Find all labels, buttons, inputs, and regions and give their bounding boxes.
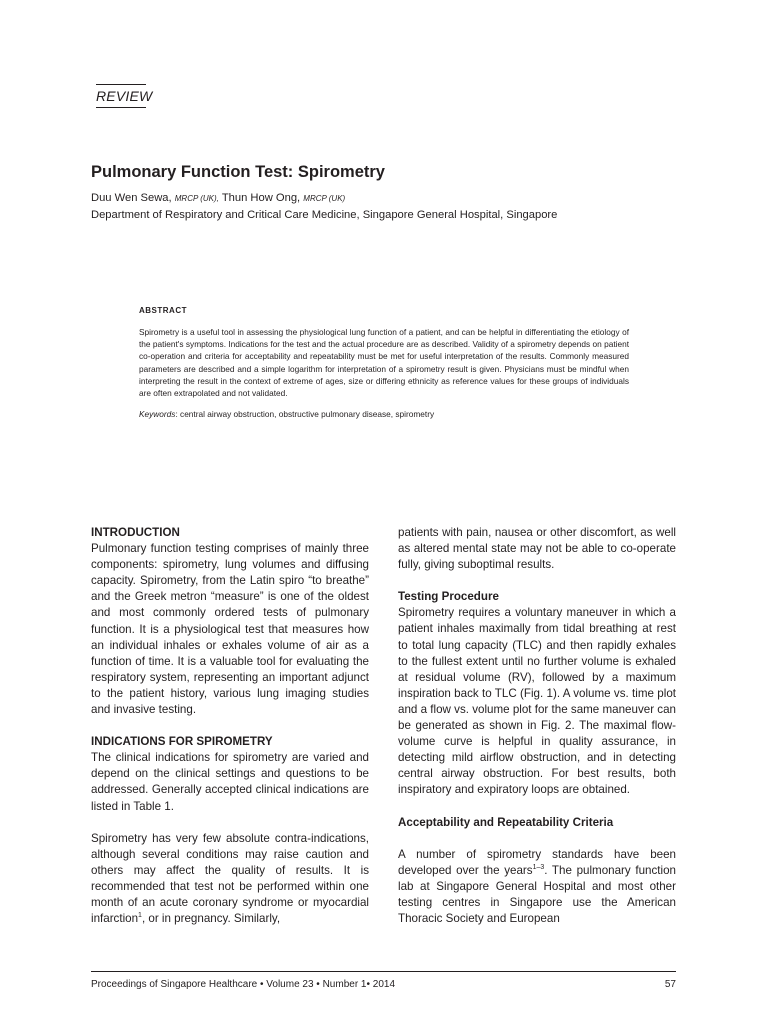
contraindications-paragraph	[91, 831, 369, 928]
reference-1: 1	[138, 912, 142, 920]
body-column-left	[91, 525, 369, 927]
section-label-box	[96, 84, 153, 108]
section-label: REVIEW	[96, 88, 153, 104]
abstract-heading: ABSTRACT	[139, 306, 187, 315]
acceptability-heading: Acceptability and Repeatability Criteria	[398, 815, 614, 829]
abstract-text: Spirometry is a useful tool in assessing the physiological lung function of a patient, and can be helpful in differentiating the etiology of the patient's symptoms. Indications for the test and the actual procedure are as described. Validity of a spirometry depends on patient co-operation and criteria for acceptability and repeatability must be met for useful interpretation of the results. Commonly measured parameters are described and a simple logarithm for interpretation of a spirometry result is given. Physicians must be mindful when interpreting the result in the context of extreme of ages, size or differing ethnicity as reference values for these groups of individuals are often extrapolated and not validated.	[139, 327, 629, 399]
acceptability-text-a: A number of spirometry standards have been developed over the years	[398, 847, 676, 877]
body-column-right	[398, 525, 676, 927]
testing-procedure-heading: Testing Procedure	[398, 590, 499, 604]
contraindications-text-b: , or in pregnancy. Similarly,	[141, 912, 281, 926]
keywords-line	[139, 409, 629, 419]
author-2-degree: MRCP (UK)	[303, 194, 346, 203]
keywords-label: Keywords	[139, 409, 176, 420]
section-label-bottom-rule	[96, 107, 146, 108]
contraindications-text-a: Spirometry has very few absolute contra-indications, although several conditions may raise caution and others may affect the quality of results. It is recommended that test not be performed within one month of an acute coronary syndrome or myocardial infarction	[91, 831, 369, 926]
journal-citation: Proceedings of Singapore Healthcare • Volume 23 • Number 1• 2014	[91, 979, 396, 990]
author-line	[91, 192, 345, 204]
introduction-heading: INTRODUCTION	[91, 526, 180, 539]
testing-procedure-paragraph: Spirometry requires a voluntary maneuver in which a patient inhales maximally from tidal breathing at rest to total lung capacity (TLC) and then rapidly exhales to the fullest extent until no further volume is exhaled at residual volume (RV), followed by a maximum inspiration back to TLC (Fig. 1). A volume vs. time plot and a flow vs. volume plot for the same maneuver can be generated as shown in Fig. 2. The maximal flow-volume curve is helpful in quality assurance, in detecting mild airflow obstruction, and in detecting central airway obstruction. For best results, both inspiratory and expiratory loops are obtained.	[398, 606, 676, 797]
keywords-text: : central airway obstruction, obstructive pulmonary disease, spirometry	[175, 409, 435, 420]
article-title: Pulmonary Function Test: Spirometry	[91, 163, 385, 181]
continued-paragraph: patients with pain, nausea or other discomfort, as well as altered mental state may not be able to co-operate fully, giving suboptimal results.	[398, 526, 676, 572]
author-1-name: Duu Wen Sewa,	[91, 192, 172, 204]
introduction-paragraph: Pulmonary function testing comprises of mainly three components: spirometry, lung volumes and diffusing capacity. Spirometry, from the Latin spiro “to breathe” and the Greek metron “measure” is one of the oldest and most commonly ordered tests of pulmonary function. It is a physiological test that measures how an individual inhales or exhales volume of air as a function of time. It is a valuable tool for evaluating the respiratory system, representing an important adjunct to the patient history, various lung imaging studies and invasive testing.	[91, 542, 369, 717]
page-footer	[91, 971, 676, 990]
abstract-block	[139, 306, 629, 419]
indications-heading: INDICATIONS FOR SPIROMETRY	[91, 735, 273, 749]
page-number: 57	[664, 979, 676, 990]
author-1-degree: MRCP (UK),	[174, 194, 219, 203]
acceptability-text-b: . The pulmonary function lab at Singapore General Hospital and most other testing centres in Singapore use the American Thoracic Society and European	[398, 863, 676, 925]
indications-paragraph: The clinical indications for spirometry are varied and depend on the clinical settings and questions to be addressed. Generally accepted clinical indications are listed in Table 1.	[91, 751, 369, 813]
reference-1-3: 1–3	[532, 863, 545, 871]
author-affiliation: Department of Respiratory and Critical Care Medicine, Singapore General Hospital, Singapore	[91, 209, 558, 221]
acceptability-paragraph	[398, 847, 676, 927]
author-2-name: Thun How Ong,	[221, 192, 301, 204]
